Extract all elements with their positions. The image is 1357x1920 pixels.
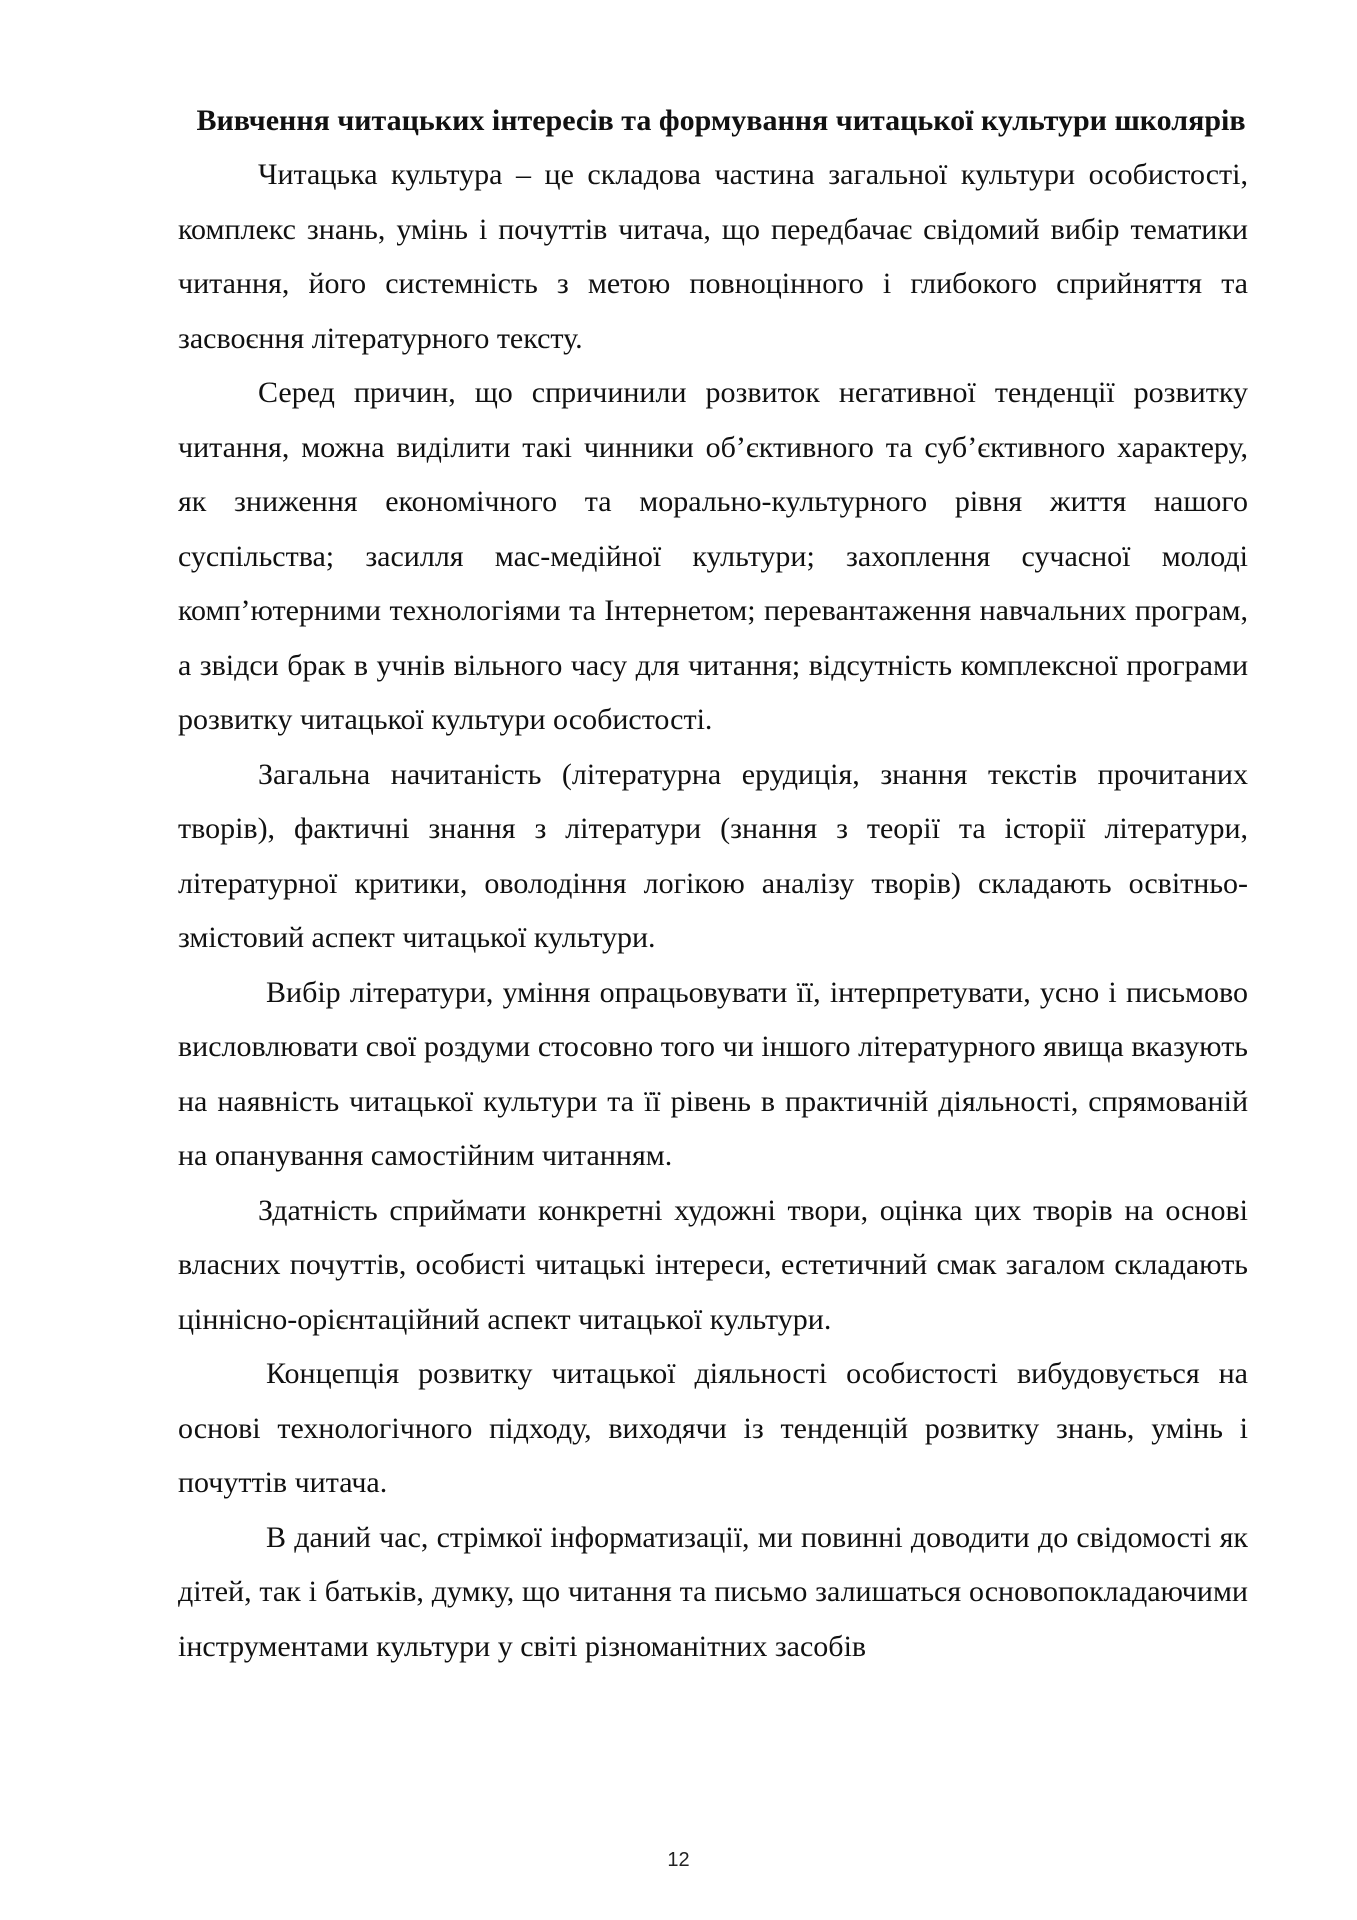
paragraph-1: Читацька культура – це складова частина загальної культури особистості, комплекс знань, умінь і почуттів читача, що передбачає свідомий вибір тематики читання, його системність з метою повноцінного і глибокого сприйняття та засвоєння літературного тексту. [178,158,1248,355]
paragraph-2: Серед причин, що спричинили розвиток негативної тенденції розвитку читання, можна виділити такі чинники об’єктивного та суб’єктивного характеру, як зниження економічного та морально-культурного рівня життя нашого суспільства; засилля мас-медійної культури; захоплення сучасної молоді комп’ютерними технологіями та Інтернетом; перевантаження навчальних програм, а звідси брак в учнів вільного часу для читання; відсутність комплексної програми розвитку читацької культури особистості. [178,376,1248,736]
paragraph-6: Концепція розвитку читацької діяльності особистості вибудовується на основі технологічного підходу, виходячи із тенденцій розвитку знань, умінь і почуттів читача. [178,1357,1248,1499]
paragraph-4: Вибір літератури, уміння опрацьовувати її, інтерпретувати, усно і письмово висловлювати свої роздуми стосовно того чи іншого літературного явища вказують на наявність читацької культури та її рівень в практичній діяльності, спрямованій на опанування самостійним читанням. [178,975,1248,1172]
page-number: 12 [667,1849,690,1871]
paragraph-3: Загальна начитаність (літературна ерудиція, знання текстів прочитаних творів), фактичні знання з літератури (знання з теорії та історії літератури, літературної критики, оволодіння логікою аналізу творів) складають освітньо-змістовий аспект читацької культури. [178,757,1248,954]
section-title: Вивчення читацьких інтересів та формування читацької культури школярів [196,104,1246,137]
paragraph-7: В даний час, стрімкої інформатизації, ми повинні доводити до свідомості як дітей, так і батьків, думку, що читання та письмо залишаться основопокладаючими інструментами культури у світі різноманітних засобів [178,1520,1248,1663]
paragraph-5: Здатність сприймати конкретні художні твори, оцінка цих творів на основі власних почуттів, особисті читацькі інтереси, естетичний смак загалом складають ціннісно-орієнтаційний аспект читацької культури. [178,1193,1248,1336]
page-content [178,94,1248,1674]
